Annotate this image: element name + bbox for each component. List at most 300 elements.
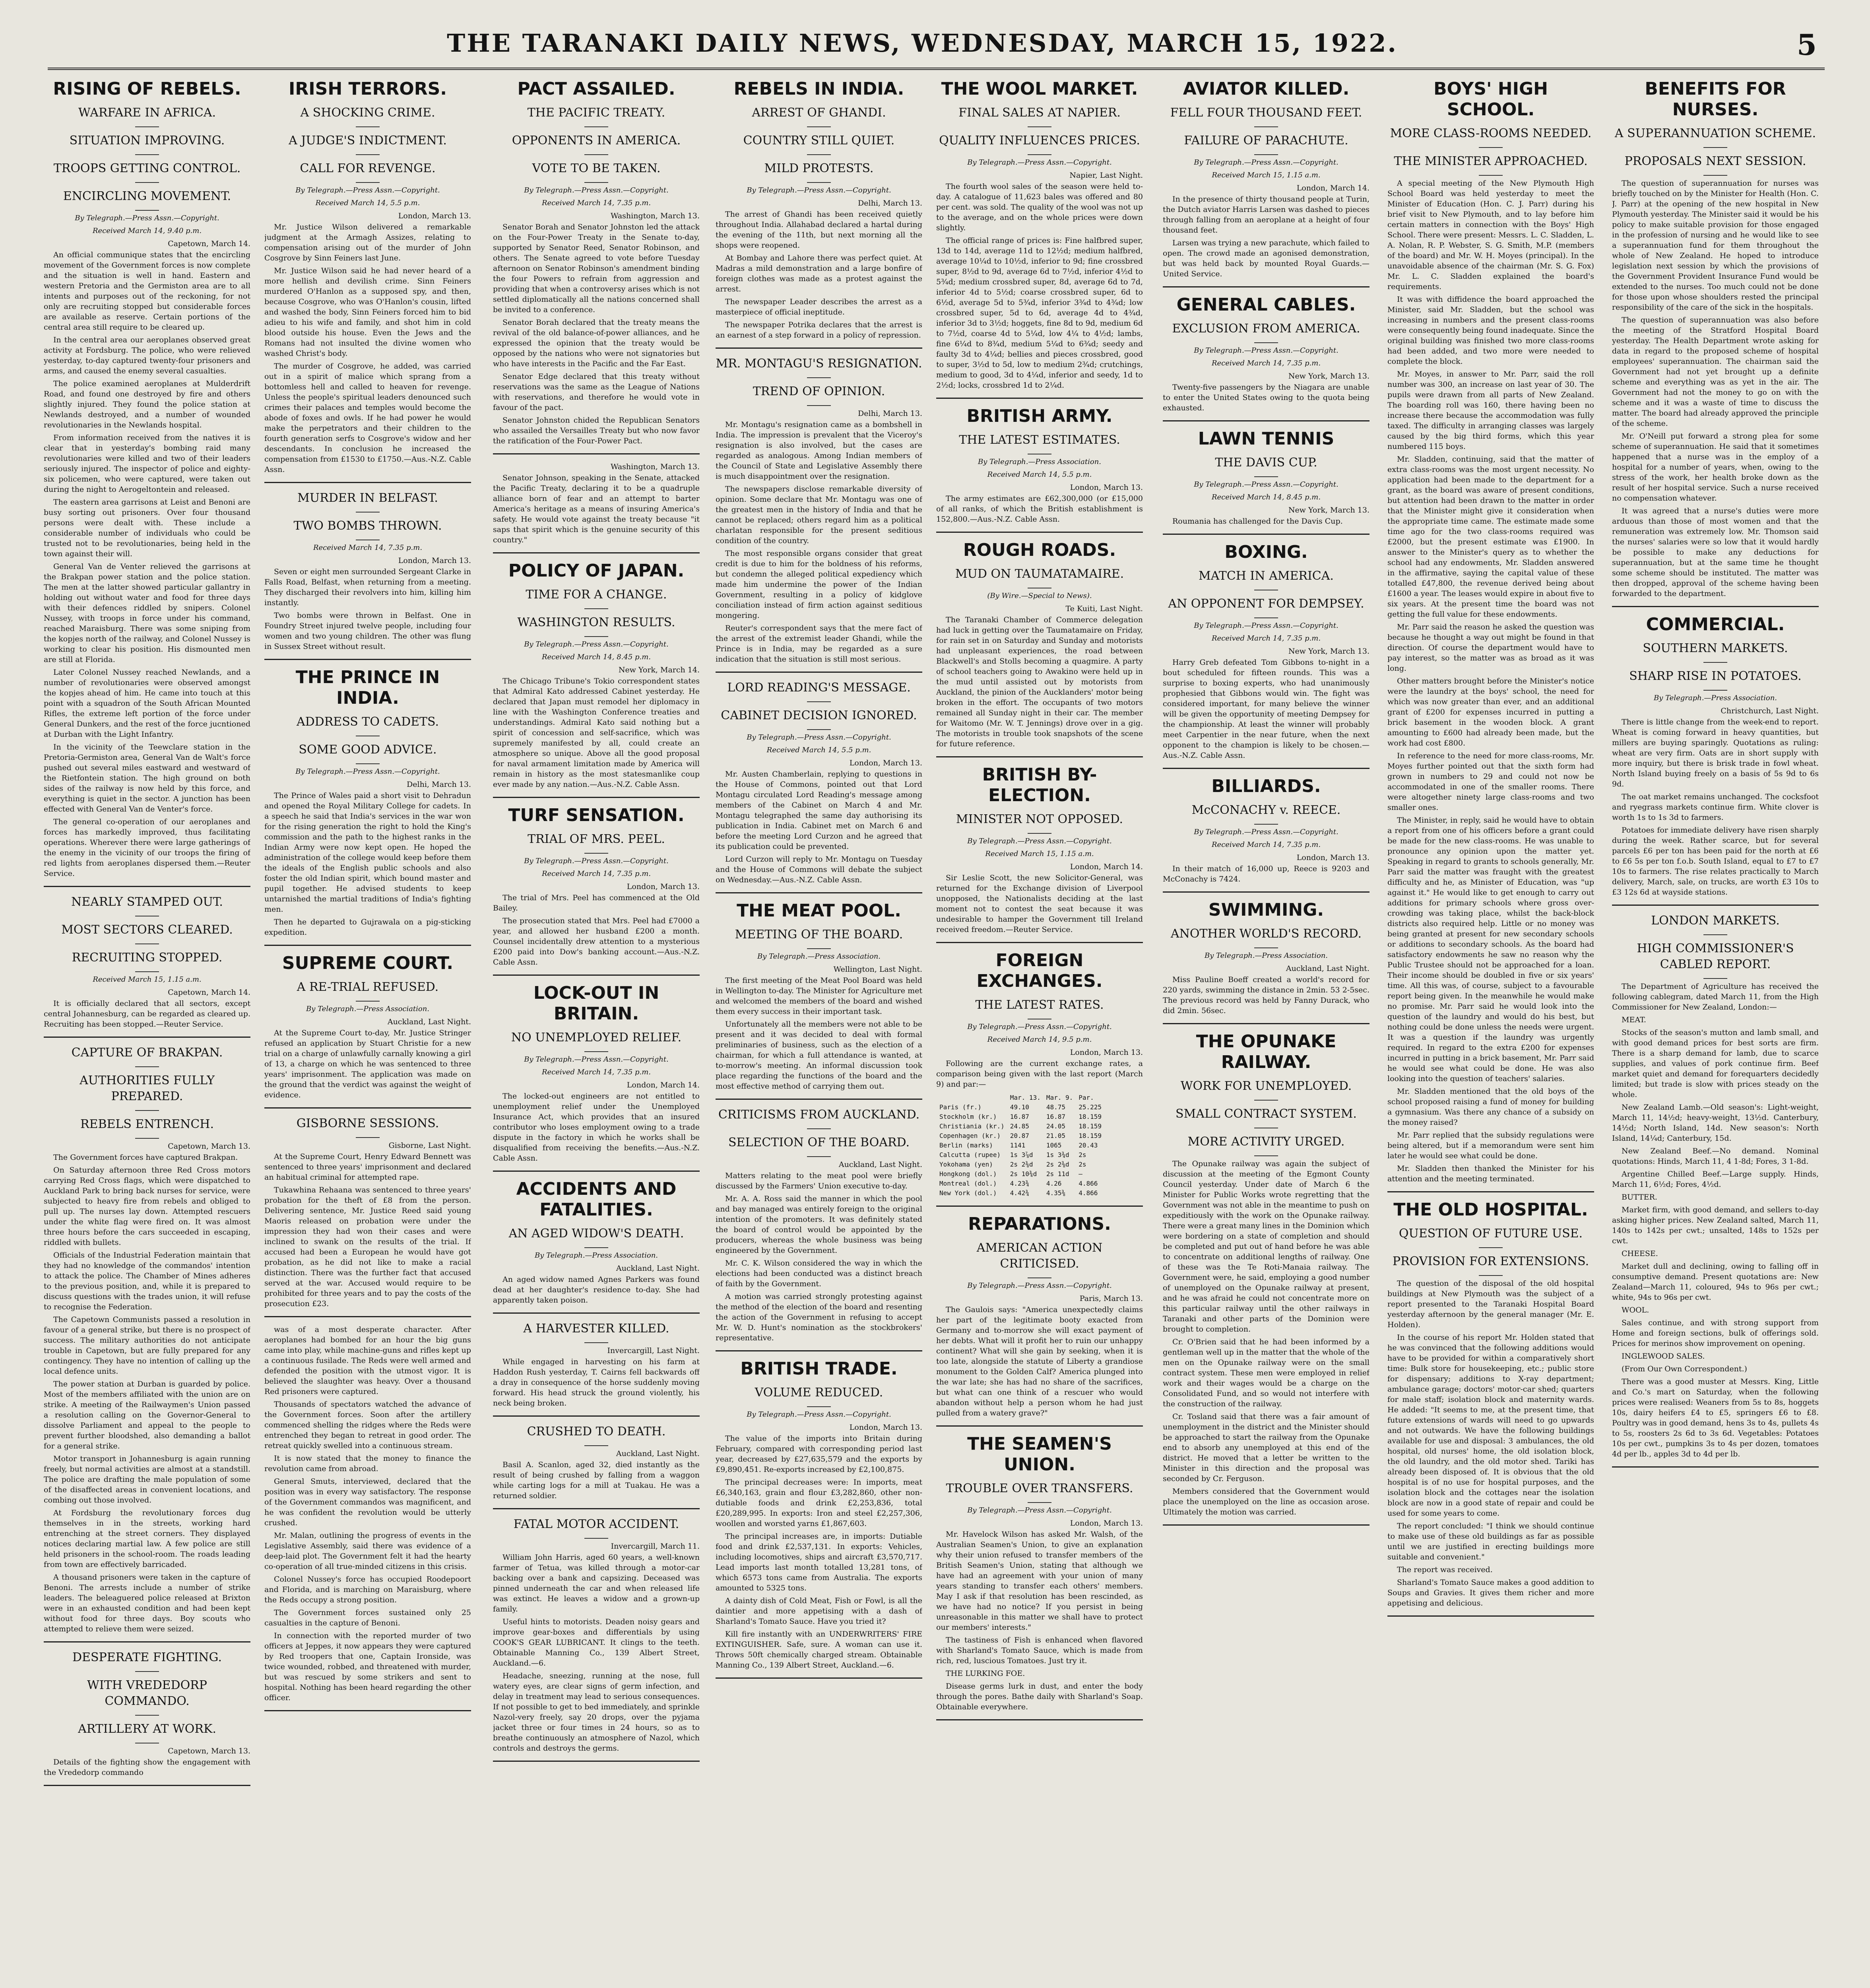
article <box>1387 1200 1594 1608</box>
divider <box>1028 1502 1051 1503</box>
paragraph: The police examined aeroplanes at Mulderdrift Road, and found one destroyed by fire and others slightly injured. They found the police station at Newlands destroyed, and a number of wounded revolutionaries in the Newlands hospital. <box>44 379 250 429</box>
article-subheading: WORK FOR UNEMPLOYED. <box>1180 1079 1352 1093</box>
article <box>936 540 1143 749</box>
article-headline: BENEFITS FOR NURSES. <box>1645 79 1786 120</box>
dateline: London, March 13. <box>1296 853 1370 862</box>
paragraph: The fourth wool sales of the season were held to-day. A catalogue of 11,623 bales was offered and 80 per cent. was sold. The quality of the wool was not up to the average, and on the whole prices were down slightly. <box>936 182 1143 232</box>
article-subheading: QUESTION OF FUTURE USE. <box>1399 1227 1583 1241</box>
dateline: Paris, March 13. <box>1079 1294 1143 1303</box>
article-headline: THE MEAT POOL. <box>737 901 901 921</box>
article-separator <box>936 1206 1143 1207</box>
paragraph: The newspaper Potrika declares that the arrest is an earnest of a step forward in a policy of repression. <box>716 320 922 340</box>
paragraph: Cr. O'Brien said that he had been informed by a gentleman well up in the matter that the whole of the men on the Opunake railway were on the small contract system. These men were employed in relief work and their wages would be a charge on the Consolidated Fund, and so would not interfere with the construction of the railway. <box>1163 1338 1370 1408</box>
article-subheading: AN AGED WIDOW'S DEATH. <box>508 1227 684 1241</box>
article-body <box>493 1091 700 1163</box>
table-cell: 1s 3¾d <box>1046 1151 1069 1159</box>
wire-credit: By Telegraph.—Press Association. <box>1653 694 1777 702</box>
article-headline: POLICY OF JAPAN. <box>508 561 685 581</box>
paragraph: Potatoes for immediate delivery have risen sharply during the week. Rather scarce, but for several parcels £6 per ton has been paid for the north at £6 to £6 5s per ton f.o.b. South Island, equal to £7 to £7 10s to farmers. The rise relates practically to March delivery, March, sale, on trucks, are worth £3 10s to £3 12s 6d at wayside stations. <box>1612 826 1819 897</box>
dateline: Capetown, March 13. <box>168 1747 250 1755</box>
article-body <box>264 222 471 475</box>
wire-credit: By Telegraph.—Press Assn.—Copyright. <box>1194 346 1338 355</box>
divider <box>584 853 608 854</box>
divider <box>1479 147 1503 148</box>
article-separator <box>716 1350 922 1351</box>
article-subheading: TREND OF OPINION. <box>753 384 885 398</box>
table-cell: 4.35⅜ <box>1046 1189 1065 1197</box>
dateline: Delhi, March 13. <box>858 409 922 418</box>
article-separator <box>1163 1524 1370 1526</box>
paragraph: Mr. C. K. Wilson considered the way in which the elections had been conducted was a distinct breach of faith by the Government. <box>716 1259 922 1288</box>
table-cell: 18.159 <box>1079 1113 1102 1120</box>
article-body <box>716 209 922 340</box>
dateline: London, March 13. <box>1070 1519 1143 1528</box>
paragraph: Mr. Montagu's resignation came as a bombshell in India. The impression is prevalent that the Viceroy's resignation is also involved, but the cases are regarded as analogous. Among Indian members of the Council of State and Legislative Assembly there is much disappointment over the resignation. <box>716 420 922 481</box>
dateline: Invercargill, March 11. <box>611 1542 700 1551</box>
paragraph: The Government forces sustained only 25 casualties in the capture of Benoni. <box>264 1608 471 1627</box>
article-body <box>1387 178 1594 1184</box>
article <box>716 356 922 664</box>
article-headline: SWIMMING. <box>1208 900 1324 920</box>
paragraph: A thousand prisoners were taken in the capture of Benoni. The arrests include a number of strike leaders. The beleaguered police released at Brixton were in an exhausted condition and had been kept without food for three days. Boy scouts who attempted to relieve them were seized. <box>44 1573 250 1633</box>
paragraph: The newspapers disclose remarkable diversity of opinion. Some declare that Mr. Montagu was one of the greatest men in the history of India and that he cannot be replaced; others regard him as a political charlatan responsible for the present seditious condition of the country. <box>716 485 922 545</box>
article-separator <box>493 552 700 553</box>
article <box>44 1650 250 1778</box>
dateline: Capetown, March 14. <box>168 988 250 997</box>
article <box>716 79 922 340</box>
paragraph: A special meeting of the New Plymouth High School Board was held yesterday to meet the Minister of Education (Hon. C. J. Parr) during his brief visit to New Plymouth, and to lay before him certain matters in connection with the Boys' High School. There were present: Messrs. L. C. Sladden, L. A. Nolan, R. P. Webster, S. G. Smith, M.P. (members of the board) and Mr. W. H. Moyes (principal). In the unavoidable absence of the chairman (Mr. S. G. Fox) Mr. L. C. Sladden explained the board's requirements. <box>1387 179 1594 291</box>
article-subheading: THE PACIFIC TREATY. <box>527 106 665 120</box>
table-header-cell: Mar. 13. <box>1010 1094 1041 1101</box>
dateline: London, March 14. <box>1070 862 1143 871</box>
wire-credit: By Telegraph.—Press Assn.—Copyright. <box>747 733 891 742</box>
dateline: London, March 13. <box>627 882 700 891</box>
article-headline: THE PRINCE IN INDIA. <box>295 667 440 708</box>
paragraph: The trial of Mrs. Peel has commenced at the Old Bailey. <box>493 893 700 912</box>
paragraph: The report concluded: "I think we should continue to make use of these old buildings as far as possible until we are justified in erecting buildings more suitable and convenient." <box>1387 1522 1594 1561</box>
received-line: Received March 14, 5.5 p.m. <box>315 199 420 207</box>
table-row <box>937 1160 1104 1169</box>
article <box>1163 542 1370 761</box>
divider <box>1703 690 1727 691</box>
article-body <box>264 790 471 938</box>
paragraph: WOOL. <box>1622 1306 1649 1314</box>
article-subheading: ANOTHER WORLD'S RECORD. <box>1170 927 1362 941</box>
divider <box>1254 342 1278 343</box>
paragraph: It is now stated that the money to finance the revolution came from abroad. <box>264 1454 471 1473</box>
article-subheading: TIME FOR A CHANGE. <box>526 588 667 602</box>
article-body <box>44 1757 250 1778</box>
article-separator <box>936 756 1143 757</box>
article-body <box>493 222 700 446</box>
paragraph: The question of the disposal of the old hospital buildings at New Plymouth was the subject of a report presented to the Taranaki Hospital Board yesterday afternoon by the general manager (Mr. E. Holden). <box>1387 1279 1594 1329</box>
paragraph: Unfortunately all the members were not able to be present and it was decided to deal with formal preliminaries of business, such as the election of a chairman, for which a full attendance is wanted, at to-morrow's meeting. An informal discussion took place regarding the functions of the board and the most effective method of carrying them out. <box>716 1020 922 1091</box>
paragraph: Mr. A. A. Ross said the manner in which the pool and bay managed was entirely foreign to the original intention of the promoters. It was definitely stated the board of control would be appointed by the producers, whereas the whole business was being engineered by the Government. <box>716 1194 922 1255</box>
article-body <box>936 873 1143 935</box>
table-cell: Stockholm (kr.) <box>939 1113 997 1120</box>
paragraph: It was agreed that a nurse's duties were more arduous than those of most women and that the remuneration was extremely low. Mr. Thomson said the nurses' salaries were so low that it would hardly be possible to make any deductions for superannuation, but at the same time he thought some scheme should be instituted. The matter was then dropped, approval of the scheme having been forwarded to the department. <box>1612 507 1819 598</box>
article-headline: BRITISH BY-ELECTION. <box>982 765 1097 806</box>
table-cell: 4.866 <box>1079 1180 1098 1187</box>
dateline: Washington, March 13. <box>610 212 700 220</box>
received-line: Received March 14, 8.45 p.m. <box>1211 493 1321 501</box>
article-separator <box>264 1316 471 1317</box>
paragraph: In the course of his report Mr. Holden stated that he was convinced that the following additions would have to be provided for within a comparatively short time: Bulk store for housekeeping, etc.; public store for dispensary; additions to X-ray department; ambulance garage; doctors' motor-car shed; quarters for male staff; isolation block and maternity wards. He added: "It seems to me, at the present time, that future extensions of wards will need to go upwards and not outwards. We have the following buildings available for use and disposal: 3 ambulances, the old hospital, old nurses' home, the old isolation block, the old laundry, and the old motor shed. Tariki has already been disposed of. It is obvious that the old hospital is of no use for hospital purposes, and the isolation block and the cottages near the isolation block are now in a good state of repair and could be used for some years to come. <box>1387 1333 1594 1518</box>
paragraph: The question of superannuation was also before the meeting of the Stratford Hospital Board yesterday. The Health Department wrote asking for data in regard to the proposed scheme of hospital employees' superannuation. The chairman said the Government had not yet brought up a definite scheme and everything was as yet in the air. The Government had not the money to go on with the scheme and it was a waste of time to discuss the matter. The board had already approved the principle of the scheme. <box>1612 316 1819 428</box>
table-cell: Berlin (marks) <box>939 1142 993 1149</box>
article-body <box>716 769 922 885</box>
paragraph: Stocks of the season's mutton and lamb small, and with good demand prices for best sorts are firm. There is a sharp demand for lamb, due to scarce supplies, and values of pork continue firm. Beef market quiet and demand for forequarters decidedly limited; but trade is slow with prices steady on the whole. <box>1612 1028 1819 1099</box>
paragraph: Kill fire instantly with an UNDERWRITERS' FIRE EXTINGUISHER. Safe, sure. A woman can use it. Throws 50ft chemically charged stream. Obtainable Manning Co., 139 Albert Street, Auckland.—6. <box>716 1630 922 1670</box>
paragraph: An official communique states that the encircling movement of the Government forces is now complete and the situation is well in hand. Eastern and western Pretoria and the Germiston area are to all intents and purposes out of the reckoning, for not only are recruiting stopped but considerable forces are available as reserve. Certain portions of the central area still require to be cleared up. <box>44 250 250 332</box>
article-separator <box>264 1107 471 1109</box>
article-subheading: McCONACHY v. REECE. <box>1191 803 1341 817</box>
paragraph: Mr. Malan, outlining the progress of events in the Legislative Assembly, said there was evidence of a deep-laid plot. The Government felt it had the hearty co-operation of all true-minded citizens in this crisis. <box>264 1531 471 1571</box>
paragraph: New Zealand Lamb.—Old season's: Light-weight, March 11, 14½d; heavy-weight, 13½d. Canterbury, 14½d; North Island, 14d. New season's: North Island, 14¼d; Canterbury, 15d. <box>1612 1103 1819 1143</box>
article-body <box>1163 657 1370 761</box>
article-separator <box>493 1761 700 1762</box>
paragraph: Other matters brought before the Minister's notice were the laundry at the boys' school, the need for which was now greater than ever, and an additional grant of £200 for expenses incurred in putting a brick basement in the wooden block. A grant amounting to £600 had already been made, but the work had cost £800. <box>1387 677 1594 747</box>
article-subheading: CALL FOR REVENGE. <box>300 161 436 175</box>
table-cell: 25.225 <box>1079 1103 1102 1111</box>
paragraph: Mr. Sladden then thanked the Minister for his attention and the meeting terminated. <box>1387 1164 1594 1183</box>
dateline: London, March 14. <box>1296 184 1370 192</box>
divider <box>584 636 608 637</box>
article-subheading: VOLUME REDUCED. <box>755 1386 883 1400</box>
article-subheading: A RE-TRIAL REFUSED. <box>297 980 439 994</box>
article-subheading: TROUBLE OVER TRANSFERS. <box>946 1481 1133 1495</box>
paragraph: Senator Edge declared that this treaty without reservations was the same as the League of Nations with reservations, and therefore he would vote in favour of the pact. <box>493 372 700 412</box>
table-cell: Paris (fr.) <box>939 1103 982 1111</box>
paragraph: Argentine Chilled Beef.—Large supply. Hinds, March 11, 6½d; Fores, 4½d. <box>1612 1170 1819 1189</box>
article-body <box>493 1552 700 1753</box>
article-subheading: MILD PROTESTS. <box>764 161 874 175</box>
paragraph: was of a most desperate character. After aeroplanes had bombed for an hour the big guns came into play, while machine-guns and rifles kept up a continuous fusilade. The Reds were well armed and defended the position with the utmost vigor. It is believed the slaughter was heavy. Over a thousand Red prisoners were captured. <box>264 1325 471 1396</box>
dateline: Auckland, Last Night. <box>616 1449 700 1458</box>
paragraph: There is little change from the week-end to report. Wheat is coming forward in heavy quantities, but millers are buying sparingly. Quotations as ruling: wheat are very firm. Oats are in short supply with more inquiry, but there is brisk trade in fowl wheat. North Island buying freely on a basis of 5s 9d to 6s 9d. <box>1612 718 1819 788</box>
article-body <box>44 250 250 879</box>
dateline: London, March 13. <box>398 556 471 565</box>
article-subheading: AMERICAN ACTION CRITICISED. <box>976 1241 1103 1271</box>
received-line: Received March 14, 8.45 p.m. <box>541 653 651 661</box>
article-body <box>936 1529 1143 1712</box>
article-headline: LAWN TENNIS <box>1198 429 1335 449</box>
wire-credit: By Telegraph.—Press Assn.—Copyright. <box>75 214 219 222</box>
article <box>716 680 922 885</box>
paragraph: INGLEWOOD SALES. <box>1622 1352 1705 1361</box>
article <box>1163 295 1370 413</box>
paragraph: In the vicinity of the Teewclare station in the Pretoria-Germiston area, General Van de Walt's force pushed out several miles eastward and westward of the Rietfontein station. The high ground on both sides of the railway is now held by this force, and everything is quiet in the sector. A junction has been effected with General Van de Venter's force. <box>44 743 250 813</box>
dateline: Delhi, March 13. <box>858 199 922 208</box>
article <box>493 805 700 967</box>
dateline: London, March 13. <box>849 759 922 767</box>
wire-credit: By Telegraph.—Press Assn.—Copyright. <box>967 158 1112 167</box>
article-subheading: MATCH IN AMERICA. <box>1199 569 1334 583</box>
paragraph: Then he departed to Gujrawala on a pig-sticking expedition. <box>264 918 471 937</box>
article-headline: THE WOOL MARKET. <box>941 79 1138 99</box>
divider <box>1703 662 1727 663</box>
dateline: New York, March 13. <box>1288 506 1370 514</box>
paragraph: The Department of Agriculture has received the following cablegram, dated March 11, from the High Commissioner for New Zealand, London:— <box>1612 982 1819 1011</box>
article-body <box>264 1028 471 1100</box>
article-separator <box>716 892 922 893</box>
paragraph: At Fordsburg the revolutionary forces dug themselves in in the streets, working hard entrenching at the street corners. They displayed notices declaring martial law. A few police are still held prisoners in the school-room. The roads leading from town are effectively barricaded. <box>44 1508 250 1569</box>
article-subheading: A JUDGE'S INDICTMENT. <box>289 134 447 148</box>
paragraph: The power station at Durban is guarded by police. Most of the members affiliated with the union are on strike. A meeting of the Railwaymen's Union passed a resolution calling on the Governor-General to dissolve Parliament and appeal to the people to prevent further bloodshed, also demanding a ballot for a general strike. <box>44 1380 250 1450</box>
received-line: Received March 14, 5.5 p.m. <box>766 746 871 754</box>
paragraph: On Saturday afternoon three Red Cross motors carrying Red Cross flags, which were dispatched to Auckland Park to bring back nurses for service, were subjected to heavy fire from rebels and obliged to pull up. The nurses lay down. Attempted rescuers under the white flag were fired on. It was almost three hours before the cars succeeded in escaping, riddled with bullets. <box>44 1166 250 1247</box>
paragraph: The newspaper Leader describes the arrest as a masterpiece of official ineptitude. <box>716 297 922 316</box>
article-subheading: SMALL CONTRACT SYSTEM. <box>1176 1107 1357 1121</box>
article <box>1163 776 1370 884</box>
article-separator <box>1163 1023 1370 1024</box>
article-separator <box>493 1508 700 1509</box>
article-headline: THE SEAMEN'S UNION. <box>967 1434 1112 1475</box>
article <box>936 406 1143 524</box>
paragraph: Tukawhina Rehaana was sentenced to three years' probation for the theft of £8 from the person. Delivering sentence, Mr. Justice Reed said young Maoris released on probation were under the impression they had won their cases and were inclined to swank on the results of the trial. If accused had been a European he would have got probation, as he did not like to make a racial distinction. There was the further fact that accused served at the war. Accused would require to be prohibited for three years and to pay the costs of the prosecution £23. <box>264 1186 471 1308</box>
paragraph: While engaged in harvesting on his farm at Haddon Rush yesterday, T. Cairns fell backwards off a dray in consequence of the horse suddenly moving forward. His head struck the ground violently, his neck being broken. <box>493 1357 700 1408</box>
article-headline: REPARATIONS. <box>968 1214 1111 1234</box>
wire-credit: By Telegraph.—Press Assn.—Copyright. <box>295 767 440 776</box>
article <box>716 1107 922 1343</box>
divider <box>1028 1277 1051 1278</box>
article <box>1163 900 1370 1016</box>
article-subheading: LONDON MARKETS. <box>1651 914 1780 928</box>
masthead <box>48 24 1825 70</box>
divider <box>135 1110 159 1111</box>
paragraph: Twenty-five passengers by the Niagara are unable to enter the United States owing to the quota being exhausted. <box>1163 383 1370 412</box>
divider <box>584 126 608 127</box>
table-cell: 4.23¾ <box>1010 1180 1029 1187</box>
divider <box>135 1138 159 1139</box>
article-headline: FOREIGN EXCHANGES. <box>976 950 1103 991</box>
wire-credit: By Telegraph.—Press Assn.—Copyright. <box>524 857 669 865</box>
article-headline: REBELS IN INDIA. <box>733 79 904 99</box>
dateline: New York, March 14. <box>618 666 700 674</box>
table-cell: 24.85 <box>1010 1122 1029 1130</box>
dateline: Auckland, Last Night. <box>387 1017 471 1026</box>
paragraph: The general co-operation of our aeroplanes and forces has markedly improved, thus facilitating operations. Wherever there were large gatherings of the enemy in the vicinity of our troops the firing of red lights from aeroplanes dispersed them.—Reuter Service. <box>44 817 250 878</box>
wire-credit: By Telegraph.—Press Assn.—Copyright. <box>524 640 669 648</box>
article-separator <box>1612 905 1819 906</box>
article-subheading: SHARP RISE IN POTATOES. <box>1629 669 1802 683</box>
article <box>44 894 250 1029</box>
paragraph: The eastern area garrisons at Leist and Benoni are busy sorting out prisoners. Over four thousand persons were dealt with. These include a considerable number of individuals who could be trusted not to be revolutionaries, being held in the town against their will. <box>44 498 250 558</box>
article-headline: AVIATOR KILLED. <box>1183 79 1350 99</box>
article-subheading: PROPOSALS NEXT SESSION. <box>1624 154 1806 168</box>
article-separator <box>716 1677 922 1679</box>
table-row <box>937 1122 1104 1131</box>
paragraph: General Van de Venter relieved the garrisons at the Brakpan power station and the police station. The men at the latter showed particular gallantry in holding out without water and food for three days with their defences riddled by snipers. Colonel Nussey, with troops in force under his command, reached Maraisburg. There was some sniping from the kopjes north of the railway, and Colonel Nussey is working to clear his position. His dismounted men are still at Florida. <box>44 562 250 664</box>
paragraph: Senator Borah and Senator Johnston led the attack on the Four-Power Treaty in the Senate to-day, supported by Senator Reed, Senator Robinson, and others. The Senate agreed to vote before Tuesday afternoon on Senator Robinson's amendment binding the four Powers to refrain from aggression and providing that when a controversy arises which is not settled diplomatically all the nations concerned shall be invited to a conference. <box>493 223 700 314</box>
table-cell: 20.43 <box>1079 1142 1098 1149</box>
wire-credit: By Telegraph.—Press Assn.—Copyright. <box>967 837 1112 845</box>
article-separator <box>264 1710 471 1711</box>
article-separator <box>1163 286 1370 287</box>
article-subheading: MORE ACTIVITY URGED. <box>1187 1135 1345 1149</box>
table-row <box>937 1151 1104 1159</box>
article-subheading: MORE CLASS-ROOMS NEEDED. <box>1390 126 1592 140</box>
article-subheading: THE MINISTER APPROACHED. <box>1394 154 1588 168</box>
article-separator <box>936 532 1143 533</box>
column-1 <box>44 76 250 1988</box>
paragraph: The tastiness of Fish is enhanced when flavored with Sharland's Tomato Sauce, which is made from rich, red, luscious Tomatoes. Just try it. <box>936 1636 1143 1665</box>
article-subheading: LORD READING'S MESSAGE. <box>727 681 911 695</box>
article-separator <box>264 945 471 946</box>
article-body <box>1163 194 1370 279</box>
table-cell: Calcutta (rupee) <box>939 1151 1001 1159</box>
divider <box>135 210 159 211</box>
paragraph: Seven or eight men surrounded Sergeant Clarke in Falls Road, Belfast, when returning from a meeting. They discharged their revolvers into him, killing him instantly. <box>264 567 471 607</box>
table-cell: 18.159 <box>1079 1132 1102 1140</box>
article-subheading: EXCLUSION FROM AMERICA. <box>1172 322 1360 336</box>
paragraph: Mr. O'Neill put forward a strong plea for some scheme of superannuation. He said that it sometimes happened that a nurse was in the employ of a hospital for a number of years, when, owing to the stress of the work, her health broke down as the result of her hospital service. Such a nurse received no compensation whatever. <box>1612 432 1819 503</box>
wire-credit: By Telegraph.—Press Assn.—Copyright. <box>967 1023 1112 1031</box>
article-headline: RISING OF REBELS. <box>53 79 241 99</box>
table-cell: 4.866 <box>1079 1189 1098 1197</box>
article <box>1163 1031 1370 1517</box>
divider <box>807 182 831 183</box>
article <box>1163 79 1370 279</box>
article-subheading: RECRUITING STOPPED. <box>72 951 223 965</box>
table-cell: 1s 3⅞d <box>1010 1151 1033 1159</box>
article <box>493 79 700 446</box>
wire-credit: By Telegraph.—Press Assn.—Copyright. <box>524 1055 669 1064</box>
paragraph: In connection with the reported murder of two officers at Jeppes, it now appears they were captured by Red troopers that one, Captain Ironside, was twice wounded, robbed, and threatened with murder, but was rescued by some strikers and sent to hospital. Nothing has been heard regarding the other officer. <box>264 1631 471 1702</box>
article <box>493 1321 700 1408</box>
divider <box>1254 126 1278 127</box>
paragraph: A motion was carried strongly protesting against the method of the election of the board and resenting the action of the Government in refusing to accept Mr. W. D. Hunt's nomination as the stockbrokers' representative. <box>716 1292 922 1342</box>
article <box>264 79 471 475</box>
divider <box>807 1406 831 1407</box>
paragraph: MEAT. <box>1622 1015 1646 1024</box>
article-separator <box>1163 534 1370 535</box>
article-subheading: OPPONENTS IN AMERICA. <box>512 134 681 148</box>
received-line: Received March 14, 5.5 p.m. <box>987 470 1092 479</box>
paragraph: The Minister, in reply, said he would have to obtain a report from one of his officers before a grant could be made for the new class-rooms. He was unable to pronounce any opinion upon the matter yet. Speaking in regard to grants to schools generally, Mr. Parr said the matter was fraught with the greatest difficulty and he, as Minister of Education, was "up against it." He would like to get enough to carry out additions for primary schools where gross over-crowding was taking place, whilst the back-block districts also required help. Little or no money was being granted at present for new secondary schools or additions to secondary schools. As the board had satisfactory endowments he saw no reason why the Public Trustee should not be approached for a loan. Their income should be doubled in five or six years' time. All this was, of course, subject to a favourable report being given. In the meanwhile he would make no promise. Mr. Parr said he would look into the question of the laundry and would do his best, but nothing could be done unless the needs were urgent. It was a question if the laundry was urgently required. In regard to the extra £200 for expenses incurred in putting in a brick basement, Mr. Parr said he would see what could be done. He was also looking into the question of teachers' salaries. <box>1387 816 1594 1083</box>
paragraph: In reference to the need for more class-rooms, Mr. Moyes further pointed out that the sixth form had grown in numbers to 29 and could not now be accommodated in one of the smaller rooms. There were altogether ninety large class-rooms and two smaller ones. <box>1387 751 1594 812</box>
received-line: Received March 15, 1.15 a.m. <box>985 850 1094 858</box>
divider <box>1254 476 1278 477</box>
article-body <box>1163 516 1370 526</box>
paragraph: THE LURKING FOE. <box>946 1669 1025 1678</box>
wire-credit: By Telegraph.—Press Assn.—Copyright. <box>747 1410 891 1419</box>
paragraph: From information received from the natives it is clear that in yesterday's bombing raid many revolutionaries were killed and two of their leaders seriously injured. The inspector of police and eighty-six policemen, who were captured, were taken out during the night to Aerogeltontein and released. <box>44 433 250 494</box>
paragraph: Motor transport in Johannesburg is again running freely, but normal activities are almost at a standstill. The police are drafting the male population of some of the disaffected areas in convenient locations, and combing out those involved. <box>44 1454 250 1505</box>
dateline: Capetown, March 14. <box>168 239 250 248</box>
paragraph: There was a good muster at Messrs. King, Little and Co.'s mart on Saturday, when the following prices were realised: Weaners from 5s to 8s, hoggets 10s, dairy heifers £4 to £5, springers £6 to £8. Poultry was in good demand, hens 3s to 4s, pullets 4s to 5s, roosters 2s 6d to 3s 6d. Vegetables: Potatoes 10s per cwt., pumpkins 3s to 4s per dozen, tomatoes 4d per lb., apples 3d to 4d per lb. <box>1612 1377 1819 1458</box>
dateline: Christchurch, Last Night. <box>1721 707 1819 715</box>
article-separator <box>44 1641 250 1642</box>
article-body <box>44 998 250 1029</box>
divider <box>1703 934 1727 935</box>
table-cell: 1065 <box>1046 1142 1062 1149</box>
article-subheading: FAILURE OF PARACHUTE. <box>1184 134 1348 148</box>
divider <box>1703 978 1727 979</box>
article-body <box>493 893 700 967</box>
article-body <box>1612 717 1819 897</box>
divider <box>584 1538 608 1539</box>
wire-credit: By Telegraph.—Press Association. <box>306 1005 430 1013</box>
paragraph: The murder of Cosgrove, he added, was carried out in a spirit of malice which sprang from a bottomless hell and called to heaven for revenge. Unless the people's spiritual leaders denounced such crimes their palaces and temples would become the abode of foxes and owls. If he had power he would make the perpetrators and their children to the fourth generation serfs to Cosgrove's widow and her descendants. In conclusion he increased the compensation from £1530 to £1750.—Aus.-N.Z. Cable Assn. <box>264 362 471 474</box>
received-line: Received March 14, 7.35 p.m. <box>313 544 423 552</box>
table-row <box>937 1103 1104 1112</box>
divider <box>356 154 380 155</box>
article-subheading: REBELS ENTRENCH. <box>80 1117 214 1131</box>
article-subheading: SELECTION OF THE BOARD. <box>728 1136 910 1149</box>
paragraph: The Opunake railway was again the subject of discussion at the meeting of the Egmont County Council yesterday. Under date of March 6 the Minister for Public Works wrote regretting that the Government was not able in the meantime to push on expeditiously with the work on the Opunake railway. There were a great many lines in the Dominion which were bordering on a state of completion and should be completed and put out of hand before he was able to concentrate on additional lengths of railway. One of these was the Te Roti-Manaia railway. The Government were, he said, employing a good number of unemployed on the Opunake railway at present, and he was afraid he could not concentrate more on this particular railway until the other railways in Taranaki and other parts of the Dominion were brought to completion. <box>1163 1159 1370 1334</box>
article-body <box>44 1152 250 1634</box>
article-body <box>1612 981 1819 1459</box>
article-headline: COMMERCIAL. <box>1646 614 1785 635</box>
paragraph: The Capetown Communists passed a resolution in favour of a general strike, but there is no prospect of success. The military authorities do not anticipate trouble in Capetown, but are fully prepared for any contingency. They have no intention of calling up the local defence units. <box>44 1315 250 1376</box>
paragraph: The Taranaki Chamber of Commerce delegation had luck in getting over the Taumatamaire on Friday, for rain set in on Saturday and Sunday and motorists had unpleasant experiences, the road between Blackwell's and Stolls becoming a quagmire. A party of school teachers going to Awakino were held up in the mud until assisted out by motorists from Auckland, the pinion of the Aucklanders' motor being broken in the effort. The occupants of two motors remained all Sunday night in their car. The member for Waitomo (Mr. W. T. Jennings) drove over in a gig. The motorists in trouble took snapshots of the scene for future reference. <box>936 615 1143 748</box>
table-cell: 2s 2⅜d <box>1046 1161 1069 1168</box>
paragraph: New Zealand Beef.—No demand. Nominal quotations: Hinds, March 11, 4 1-8d; Fores, 3 1-8d. <box>1612 1147 1819 1166</box>
article <box>264 1324 471 1703</box>
paragraph: Thousands of spectators watched the advance of the Government forces. Soon after the artillery commenced shelling the ridges where the Reds were entrenched they began to retreat in good order. The retreat quickly swelled into a continuous stream. <box>264 1400 471 1450</box>
divider <box>807 1156 831 1157</box>
divider <box>1254 1155 1278 1156</box>
paragraph: Market firm, with good demand, and sellers to-day asking higher prices. New Zealand salted, March 11, 140s to 142s per cwt.; unsalted, 148s to 152s per cwt. <box>1612 1206 1819 1245</box>
divider <box>807 948 831 949</box>
article-body <box>493 1357 700 1408</box>
paragraph: It is officially declared that all sectors, except central Johannesburg, can be regarded as cleared up. Recruiting has been stopped.—Reuter Service. <box>44 999 250 1029</box>
article-separator <box>716 1099 922 1100</box>
wire-credit: By Telegraph.—Press Assn.—Copyright. <box>967 1506 1112 1514</box>
article <box>1612 79 1819 599</box>
paragraph: Details of the fighting show the engagement with the Vrededorp commando <box>44 1758 250 1777</box>
divider <box>584 1445 608 1446</box>
article <box>1163 429 1370 526</box>
paragraph: Mr. Parr said the reason he asked the question was because he thought a way out might be found in that direction. Of course the department would have to pay interest, so the matter was as broad as it was long. <box>1387 623 1594 673</box>
article-subheading: CRUSHED TO DEATH. <box>527 1425 666 1439</box>
divider <box>1703 175 1727 176</box>
article-subheading: TROOPS GETTING CONTROL. <box>53 161 241 175</box>
table-cell: 16.87 <box>1046 1113 1065 1120</box>
article-separator <box>493 1171 700 1172</box>
divider <box>1028 154 1051 155</box>
dateline: New York, March 13. <box>1288 372 1370 381</box>
divider <box>135 126 159 127</box>
received-line: Received March 15, 1.15 a.m. <box>93 975 202 984</box>
paragraph: Larsen was trying a new parachute, which failed to open. The crowd made an agonised demonstration, but was held back by mounted Royal Guards.—United Service. <box>1163 239 1370 278</box>
article-subheading: PROVISION FOR EXTENSIONS. <box>1392 1254 1589 1268</box>
paragraph: BUTTER. <box>1622 1193 1657 1202</box>
article <box>936 79 1143 390</box>
article <box>44 1045 250 1634</box>
article <box>264 1116 471 1309</box>
article-subheading: MINISTER NOT OPPOSED. <box>956 812 1123 826</box>
article-separator <box>44 886 250 887</box>
paragraph: The army estimates are £62,300,000 (or £15,000 of all ranks, of which the British establishment is 152,800.—Aus.-N.Z. Cable Assn. <box>936 494 1143 524</box>
dateline: Invercargill, Last Night. <box>607 1346 700 1355</box>
dateline: Napier, Last Night. <box>1069 171 1143 180</box>
article-separator <box>264 659 471 660</box>
table-cell: Hongkong (dol.) <box>939 1170 997 1178</box>
article-body <box>936 1305 1143 1418</box>
article <box>936 1434 1143 1712</box>
article-separator <box>264 482 471 483</box>
table-row <box>937 1189 1104 1198</box>
article-separator <box>1163 420 1370 421</box>
article <box>493 1424 700 1501</box>
article-subheading: NO UNEMPLOYED RELIEF. <box>511 1031 682 1044</box>
article-subheading: ARREST OF GHANDI. <box>752 106 886 120</box>
dateline: Auckland, Last Night. <box>838 1160 922 1169</box>
table-row <box>937 1179 1104 1188</box>
article-subheading: WARFARE IN AFRICA. <box>78 106 216 120</box>
